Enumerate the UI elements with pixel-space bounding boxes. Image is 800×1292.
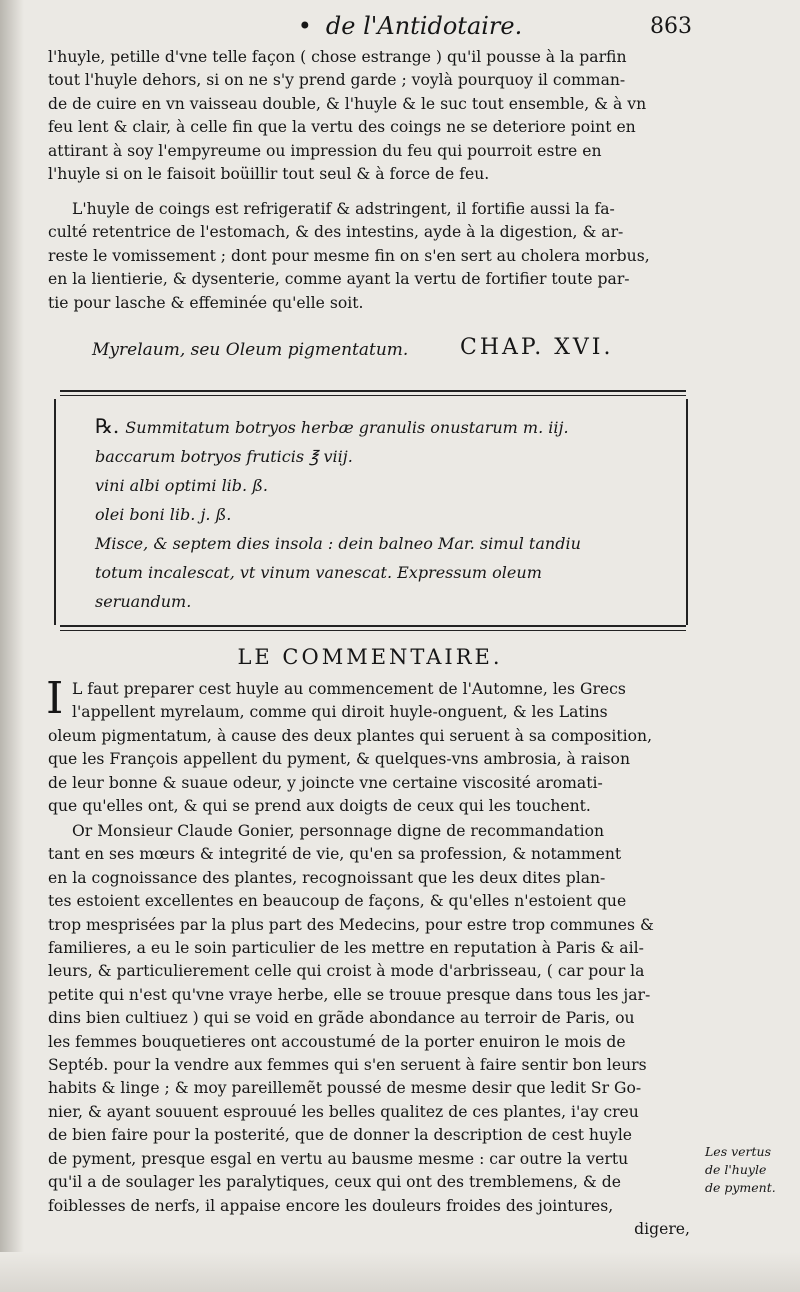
text-line: Septéb. pour la vendre aux femmes qui s'en seruent à faire sentir bon leurs — [48, 1056, 647, 1075]
running-head — [250, 12, 570, 40]
ornament-dot-icon: • — [297, 12, 312, 40]
recipe-bottom-rule — [60, 625, 686, 627]
recipe-line: Misce, & septem dies insola : dein balneo Mar. simul tandiu — [95, 534, 581, 553]
margin-note-line: de l'huyle — [705, 1162, 767, 1177]
text-line: en la lientierie, & dysenterie, comme ayant la vertu de fortifier toute par- — [48, 270, 630, 289]
text-line: oleum pigmentatum, à cause des deux plantes qui seruent à sa composition, — [48, 726, 653, 745]
page-number: 863 — [650, 14, 692, 39]
text-line: reste le vomissement ; dont pour mesme fin on s'en sert au cholera morbus, — [48, 246, 650, 265]
recipe-symbol-icon: ℞. — [95, 414, 120, 438]
text-line: de leur bonne & suaue odeur, y joincte vne certaine viscosité aromati- — [48, 773, 603, 792]
text-line: L'huyle de coings est refrigeratif & adstringent, il fortifie aussi la fa- — [72, 200, 615, 218]
recipe-line: totum incalescat, vt vinum vanescat. Expressum oleum — [95, 563, 542, 582]
text-line: que les François appellent du pyment, & quelques-vns ambrosia, à raison — [48, 750, 630, 769]
text-line: petite qui n'est qu'vne vraye herbe, elle se trouue presque dans tous les jar- — [48, 985, 651, 1004]
text-line: culté retentrice de l'estomach, & des intestins, ayde à la digestion, & ar- — [48, 223, 624, 242]
text-line: L faut preparer cest huyle au commencement de l'Automne, les Grecs — [72, 680, 626, 698]
text-line: tie pour lasche & effeminée qu'elle soit. — [48, 293, 364, 312]
margin-note — [705, 1143, 795, 1197]
page-bottom-shadow — [0, 1252, 800, 1292]
text-line: tes estoient excellentes en beaucoup de façons, & qu'elles n'estoient que — [48, 892, 627, 911]
text-line: en la cognoissance des plantes, recognoissant que les deux dites plan- — [48, 868, 606, 887]
recipe-top-rule — [60, 390, 686, 392]
text-line: dins bien cultiuez ) qui se void en grãde abondance au terroir de Paris, ou — [48, 1009, 635, 1028]
catchword: digere, — [634, 1219, 690, 1238]
text-line: familieres, a eu le soin particulier de les mettre en reputation à Paris & ail- — [48, 939, 644, 958]
text-line: nier, & ayant souuent esprouué les belles qualitez de ces plantes, i'ay creu — [48, 1102, 639, 1121]
recipe-top-rule-thin — [60, 395, 686, 396]
drop-cap: I — [46, 673, 64, 724]
text-line: de pyment, presque esgal en vertu au bausme mesme : car outre la vertu — [48, 1149, 629, 1168]
chapter-number: CHAP. XVI. — [460, 335, 614, 360]
text-line: trop mesprisées par la plus part des Medecins, pour estre trop communes & — [48, 915, 654, 934]
text-line: attirant à soy l'empyreume ou impression du feu qui pourroit estre en — [48, 141, 602, 160]
text-line: de bien faire pour la posterité, que de donner la description de cest huyle — [48, 1126, 633, 1145]
running-head-text: de l'Antidotaire. — [325, 12, 523, 40]
text-line: Or Monsieur Claude Gonier, personnage digne de recommandation — [72, 822, 605, 840]
text-line: les femmes bouquetieres ont accoustumé de la porter enuiron le mois de — [48, 1032, 626, 1051]
recipe-line — [95, 412, 675, 442]
text-line: l'huyle, petille d'vne telle façon ( chose estrange ) qu'il pousse à la parfin — [48, 48, 627, 66]
text-line: feu lent & clair, à celle fin que la vertu des coings ne se deteriore point en — [48, 118, 636, 137]
margin-note-line: Les vertus — [705, 1144, 772, 1159]
margin-note-line: de pyment. — [705, 1180, 776, 1195]
top-text-block — [48, 46, 694, 186]
text-line: l'appellent myrelaum, comme qui diroit huyle-onguent, & les Latins — [72, 703, 608, 722]
text-line: leurs, & particulierement celle qui croist à mode d'arbrisseau, ( car pour la — [48, 962, 645, 981]
commentary-first-paragraph — [46, 673, 694, 818]
chapter-title: Myrelaum, seu Oleum pigmentatum. — [92, 340, 409, 360]
text-line: de de cuire en vn vaisseau double, & l'huyle & le suc tout ensemble, & à vn — [48, 94, 647, 113]
text-line: l'huyle si on le faisoit boüillir tout seul & à force de feu. — [48, 165, 490, 184]
recipe-block — [95, 412, 675, 616]
text-line: foiblesses de nerfs, il appaise encore les douleurs froides des jointures, — [48, 1196, 614, 1215]
quince-oil-paragraph — [48, 198, 694, 315]
recipe-bottom-rule-thin — [60, 630, 686, 631]
text-line: habits & linge ; & moy pareillemẽt poussé de mesme desir que ledit Sr Go- — [48, 1079, 642, 1098]
recipe-line: vini albi optimi lib. ß. — [95, 476, 268, 495]
recipe-line-text: Summitatum botryos herbæ granulis onustarum m. iij. — [125, 418, 569, 437]
text-line: tant en ses mœurs & integrité de vie, qu'en sa profession, & notamment — [48, 845, 622, 864]
text-line: qu'il a de soulager les paralytiques, ceux qui ont des tremblemens, & de — [48, 1173, 621, 1192]
text-line: que qu'elles ont, & qui se prend aux doigts de ceux qui les touchent. — [48, 797, 591, 816]
text-line: tout l'huyle dehors, si on ne s'y prend garde ; voylà pourquoy il comman- — [48, 71, 626, 90]
recipe-line: baccarum botryos fruticis ℥ viij. — [95, 447, 353, 466]
recipe-line: olei boni lib. j. ß. — [95, 505, 232, 524]
commentary-second-paragraph — [48, 820, 694, 1241]
commentary-title: LE COMMENTAIRE. — [237, 645, 503, 669]
recipe-line: seruandum. — [95, 592, 192, 611]
